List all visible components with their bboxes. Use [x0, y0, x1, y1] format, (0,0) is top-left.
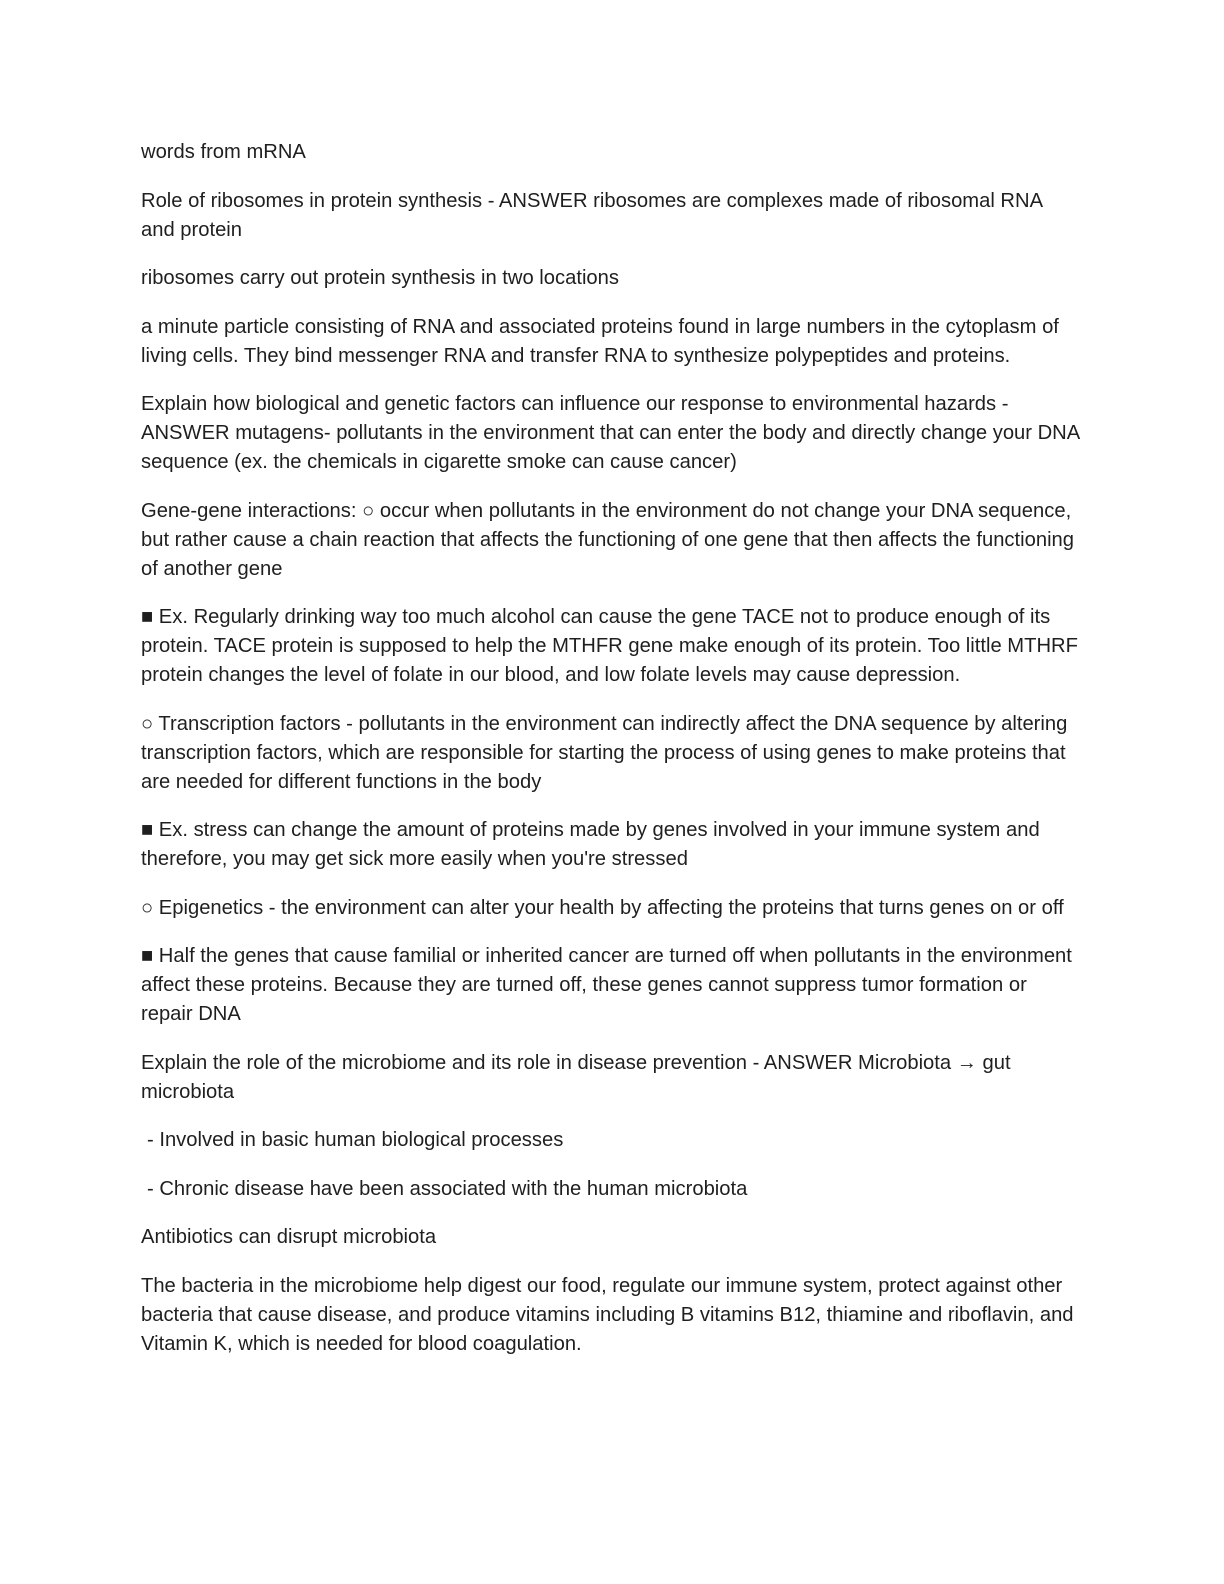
paragraph-ribosome-locations: ribosomes carry out protein synthesis in two locations [141, 267, 619, 289]
paragraph-ribosome-definition: a minute particle consisting of RNA and associated proteins found in large numbers in the cytoplasm of living cells. They bind messenger RNA and transfer RNA to synthesize polypeptides and proteins. [141, 315, 1059, 367]
paragraph-chronic-disease: - Chronic disease have been associated with the human microbiota [147, 1177, 748, 1200]
paragraph-cancer-genes: ■ Half the genes that cause familial or inherited cancer are turned off when pollutants in the environment affect these proteins. Because they are turned off, these genes cannot suppress tumor formation or repair DNA [141, 945, 1072, 1025]
paragraph-biological-processes: - Involved in basic human biological processes [147, 1129, 564, 1151]
paragraph-microbiome-role: Explain the role of the microbiome and its role in disease prevention - ANSWER Microbiota → gut microbiota [141, 1051, 1011, 1103]
paragraph-words-from-mrna: words from mRNA [141, 141, 306, 163]
paragraph-antibiotics: Antibiotics can disrupt microbiota [141, 1226, 437, 1248]
paragraph-transcription-factors: ○ Transcription factors - pollutants in the environment can indirectly affect the DNA sequence by altering transcription factors, which are responsible for starting the process of using genes to make proteins that are needed for different functions in the body [141, 712, 1068, 793]
paragraph-role-of-ribosomes: Role of ribosomes in protein synthesis - ANSWER ribosomes are complexes made of ribosomal RNA and protein [141, 189, 1042, 241]
paragraph-gene-gene-interactions: Gene-gene interactions: ○ occur when pollutants in the environment do not change your DNA sequence, but rather cause a chain reaction that affects the functioning of one gene that then affects the functioning of another gene [141, 499, 1075, 580]
paragraph-bacteria-functions: The bacteria in the microbiome help digest our food, regulate our immune system, protect against other bacteria that cause disease, and produce vitamins including B vitamins B12, thiamine and riboflavin, and Vitamin K, which is needed for blood coagulation. [141, 1274, 1074, 1355]
document-body [141, 138, 1081, 1378]
paragraph-alcohol-example: ■ Ex. Regularly drinking way too much alcohol can cause the gene TACE not to produce enough of its protein. TACE protein is supposed to help the MTHFR gene make enough of its protein. Too little MTHRF protein changes the level of folate in our blood, and low folate levels may cause depression. [141, 606, 1078, 686]
paragraph-genetic-factors: Explain how biological and genetic factors can influence our response to environmental hazards - ANSWER mutagens- pollutants in the environment that can enter the body and directly change your DNA sequence (ex. the chemicals in cigarette smoke can cause cancer) [141, 393, 1080, 473]
paragraph-epigenetics: ○ Epigenetics - the environment can alter your health by affecting the proteins that turns genes on or off [141, 896, 1064, 919]
paragraph-stress-example: ■ Ex. stress can change the amount of proteins made by genes involved in your immune system and therefore, you may get sick more easily when you're stressed [141, 819, 1040, 870]
